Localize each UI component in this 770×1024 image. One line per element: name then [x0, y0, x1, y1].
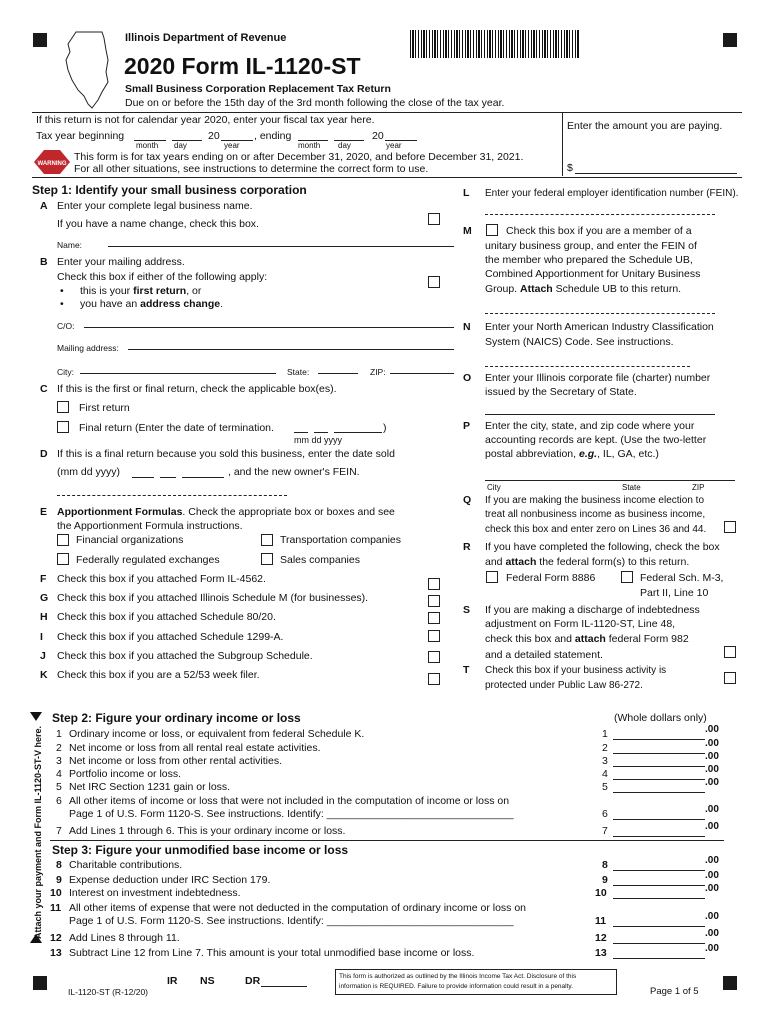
line-d-text: If this is a final return because you sold this business, enter the date sold [57, 448, 395, 460]
state-field[interactable] [318, 373, 358, 374]
line-l-letter: L [463, 187, 470, 199]
line-i-text: Check this box if you attached Schedule 1299-A. [57, 631, 284, 643]
line-a-text: Enter your complete legal business name. [57, 200, 253, 212]
line-description: Net income or loss from all rental real estate activities. [69, 742, 321, 754]
mailing-address-label: Mailing address: [57, 343, 119, 353]
line-c-text: If this is the first or final return, check the applicable box(es). [57, 383, 337, 395]
records-state-caption: State [622, 483, 641, 492]
charter-number-field[interactable] [485, 414, 715, 415]
transportation-checkbox[interactable] [261, 534, 273, 546]
line-o-text-1: Enter your Illinois corporate file (charter) number [485, 372, 711, 384]
schedule-8020-checkbox[interactable] [428, 612, 440, 624]
apportionment-heading: Apportionment Formulas. Check the appropriate box or boxes and see [57, 506, 395, 518]
line-h-text: Check this box if you attached Schedule 80/20. [57, 611, 276, 623]
whole-dollars-note: (Whole dollars only) [614, 712, 707, 724]
sch-m3-checkbox[interactable] [621, 571, 633, 583]
line-number: 5 [56, 781, 62, 793]
amount-field[interactable] [613, 739, 705, 740]
cents-label: .00 [705, 928, 719, 939]
line-description: Charitable contributions. [69, 859, 183, 871]
financial-org-label: Financial organizations [76, 534, 184, 546]
disclaimer-2: information is REQUIRED. Failure to provide information could result in a penalty. [339, 983, 573, 990]
line-number: 4 [56, 768, 62, 780]
line-p-text-3: postal abbreviation, e.g., IL, GA, etc.) [485, 448, 659, 460]
line-m-letter: M [463, 225, 472, 237]
line-number: 11 [50, 902, 62, 914]
cents-label: .00 [705, 870, 719, 881]
line-t-letter: T [463, 664, 470, 676]
form-8886-label: Federal Form 8886 [506, 572, 596, 584]
line-description: Subtract Line 12 from Line 7. This amount is your total unmodified base income or loss. [69, 947, 475, 959]
svg-text:WARNING: WARNING [37, 161, 67, 167]
due-date-note: Due on or before the 15th day of the 3rd month following the close of the tax year. [125, 97, 505, 109]
line-ref-number: 13 [595, 947, 607, 959]
line-k-text: Check this box if you are a 52/53 week filer. [57, 669, 260, 681]
address-change-checkbox[interactable] [428, 276, 440, 288]
financial-org-checkbox[interactable] [57, 534, 69, 546]
fed-exchanges-checkbox[interactable] [57, 553, 69, 565]
sales-companies-label: Sales companies [280, 554, 360, 566]
amount-field[interactable] [613, 898, 705, 899]
date-sold-format: (mm dd yyyy) [57, 466, 120, 478]
bullet-2: • [60, 298, 64, 310]
line-m-text-5: Group. Attach Schedule UB to this return. [485, 283, 682, 295]
line-q-text-3: check this box and enter zero on Lines 36 and 44. [485, 524, 707, 535]
step2-title: Step 2: Figure your ordinary income or loss [52, 711, 301, 725]
line-description: Interest on investment indebtedness. [69, 887, 241, 899]
cents-label: .00 [705, 724, 719, 735]
line-ref-number: 4 [602, 768, 608, 780]
line-r-letter: R [463, 541, 471, 553]
line-q-text-1: If you are making the business income election to [485, 495, 705, 506]
line-m-text-3: the member who prepared the Schedule UB, [485, 254, 693, 266]
business-income-election-checkbox[interactable] [724, 521, 736, 533]
line-s-text-1: If you are making a discharge of indebtedness [485, 604, 700, 616]
ending-label: , ending [254, 130, 292, 142]
corner-mark-br [723, 976, 737, 990]
fein-field[interactable] [485, 214, 715, 215]
line-a-letter: A [40, 200, 48, 212]
cents-label: .00 [705, 855, 719, 866]
discharge-checkbox[interactable] [724, 646, 736, 658]
form-id: IL-1120-ST (R-12/20) [68, 987, 148, 997]
amount-field[interactable] [613, 926, 705, 927]
final-return-checkbox[interactable] [57, 421, 69, 433]
line-p-text-2: accounting records are kept. (Use the two-letter [485, 434, 707, 446]
line-number: 12 [50, 932, 62, 944]
city-label: City: [57, 367, 74, 377]
line-description: All other items of income or loss that were not included in the computation of income or loss on [69, 795, 510, 807]
line-t-text-1: Check this box if your business activity is [485, 665, 667, 676]
department-name: Illinois Department of Revenue [125, 32, 287, 44]
co-label: C/O: [57, 321, 75, 331]
form-8886-checkbox[interactable] [486, 571, 498, 583]
date-sold-mm-field[interactable] [132, 477, 154, 478]
period-note-1: This form is for tax years ending on or after December 31, 2020, and before December 31, 2021. [74, 151, 524, 163]
close-paren: ) [383, 422, 387, 434]
line-ref-number: 12 [595, 932, 607, 944]
cents-label: .00 [705, 883, 719, 894]
amount-field[interactable] [613, 885, 705, 886]
line-number: 9 [56, 874, 62, 886]
new-owner-fein-label: , and the new owner's FEIN. [228, 466, 360, 478]
line-ref-number: 7 [602, 825, 608, 837]
line-description: Expense deduction under IRC Section 179. [69, 874, 271, 886]
name-label: Name: [57, 240, 83, 250]
line-description: All other items of expense that were not deducted in the computation of ordinary income or loss on [69, 902, 527, 914]
line-ref-number: 11 [595, 915, 607, 927]
name-field[interactable] [108, 246, 454, 247]
month-caption-a: month [136, 141, 159, 150]
line-ref-number: 2 [602, 742, 608, 754]
cents-label: .00 [705, 804, 719, 815]
line-number: 13 [50, 947, 62, 959]
warning-icon [34, 150, 70, 174]
cents-label: .00 [705, 751, 719, 762]
line-ref-number: 6 [602, 808, 608, 820]
mailing-address-field[interactable] [128, 349, 454, 350]
first-return-bullet: this is your first return, or [80, 285, 202, 297]
day-caption-a: day [174, 141, 187, 150]
amount-field[interactable] [613, 753, 705, 754]
schedule-m-checkbox[interactable] [428, 595, 440, 607]
cents-label: .00 [705, 764, 719, 775]
line-g-text: Check this box if you attached Illinois Schedule M (for businesses). [57, 592, 369, 604]
apportionment-instructions: the Apportionment Formula instructions. [57, 520, 243, 532]
line-j-text: Check this box if you attached the Subgroup Schedule. [57, 650, 313, 662]
line-r-text-1: If you have completed the following, check the box [485, 541, 720, 553]
step-divider [50, 840, 724, 841]
line-s-text-2: adjustment on Form IL-1120-ST, Line 48, [485, 618, 676, 630]
dr-field[interactable] [261, 986, 307, 987]
line-description: Ordinary income or loss, or equivalent from federal Schedule K. [69, 728, 365, 740]
date-caption: mm dd yyyy [294, 435, 343, 445]
year-caption-b: year [386, 141, 402, 150]
payment-attach-note: Attach your payment and Form IL-1120-ST-V here. [33, 725, 43, 939]
line-s-letter: S [463, 604, 471, 616]
page-number: Page 1 of 5 [650, 986, 699, 997]
address-change-bullet: you have an address change. [80, 298, 224, 310]
cents-label: .00 [705, 738, 719, 749]
line-n-letter: N [463, 321, 471, 333]
zip-label: ZIP: [370, 367, 386, 377]
line-ref-number: 8 [602, 859, 608, 871]
date-sold-yyyy-field[interactable] [182, 477, 224, 478]
line-description: Net IRC Section 1231 gain or loss. [69, 781, 231, 793]
side-arrow-top [30, 712, 42, 721]
line-ref-number: 10 [595, 887, 607, 899]
line-g-letter: G [40, 592, 49, 604]
sch-m3-part: Part II, Line 10 [640, 587, 709, 599]
line-l-text: Enter your federal employer identification number (FEIN). [485, 188, 739, 199]
line-b-letter: B [40, 256, 48, 268]
line-description-cont: Page 1 of U.S. Form 1120-S. See instructions. Identify: ________________________________ [69, 808, 514, 820]
line-ref-number: 9 [602, 874, 608, 886]
schedule-1299a-checkbox[interactable] [428, 630, 440, 642]
termination-yyyy-field[interactable] [334, 432, 382, 433]
line-p-letter: P [463, 420, 471, 432]
amount-field[interactable] [613, 819, 705, 820]
line-description: Portfolio income or loss. [69, 768, 182, 780]
line-number: 2 [56, 742, 62, 754]
year-prefix-b: 20 [372, 130, 384, 142]
amount-field[interactable] [613, 870, 705, 871]
line-i-letter: I [40, 631, 43, 643]
termination-mm-field[interactable] [294, 432, 308, 433]
amount-field[interactable] [613, 792, 705, 793]
ns-label: NS [200, 975, 215, 987]
new-owner-fein-field[interactable] [57, 495, 287, 496]
line-b-text: Enter your mailing address. [57, 256, 185, 268]
step1-title: Step 1: Identify your small business corporation [32, 183, 307, 197]
line-m-text-1: Check this box if you are a member of a [506, 225, 692, 237]
line-m-text-4: Combined Apportionment for Unitary Business [485, 268, 701, 280]
line-m-text-2: unitary business group, and enter the FEIN of [485, 240, 697, 252]
illinois-map-icon [62, 30, 118, 110]
zip-field[interactable] [390, 373, 454, 374]
termination-dd-field[interactable] [314, 432, 328, 433]
line-n-text-2: System (NAICS) Code. See instructions. [485, 336, 674, 348]
line-r-text-2: and attach the federal form(s) to this return. [485, 556, 690, 568]
cents-label: .00 [705, 911, 719, 922]
step3-title: Step 3: Figure your unmodified base income or loss [52, 843, 349, 857]
fiscal-note: If this return is not for calendar year 2020, enter your fiscal tax year here. [36, 114, 375, 126]
month-caption-b: month [298, 141, 321, 150]
first-return-checkbox[interactable] [57, 401, 69, 413]
transportation-label: Transportation companies [280, 534, 402, 546]
line-o-text-2: issued by the Secretary of State. [485, 386, 637, 398]
line-d-letter: D [40, 448, 48, 460]
line-ref-number: 3 [602, 755, 608, 767]
line-ref-number: 1 [602, 728, 608, 740]
corner-mark-tr [723, 33, 737, 47]
amount-field[interactable] [613, 766, 705, 767]
cents-label: .00 [705, 821, 719, 832]
line-f-text: Check this box if you attached Form IL-4562. [57, 573, 266, 585]
unitary-member-checkbox[interactable] [486, 224, 498, 236]
public-law-checkbox[interactable] [724, 672, 736, 684]
il4562-checkbox[interactable] [428, 578, 440, 590]
period-note-2: For all other situations, see instructions to determine the correct form to use. [74, 163, 429, 175]
year-prefix-a: 20 [208, 130, 220, 142]
records-zip-caption: ZIP [692, 483, 705, 492]
subgroup-checkbox[interactable] [428, 651, 440, 663]
naics-field[interactable] [485, 366, 690, 367]
line-o-letter: O [463, 372, 472, 384]
line-number: 7 [56, 825, 62, 837]
line-q-letter: Q [463, 494, 472, 506]
line-t-text-2: protected under Public Law 86-272. [485, 680, 643, 691]
co-field[interactable] [84, 327, 454, 328]
amount-field[interactable] [613, 958, 705, 959]
week-filer-checkbox[interactable] [428, 673, 440, 685]
line-s-text-4: and a detailed statement. [485, 649, 603, 661]
sales-companies-checkbox[interactable] [261, 553, 273, 565]
line-k-letter: K [40, 669, 48, 681]
dollar-sign: $ [567, 162, 573, 174]
fed-exchanges-label: Federally regulated exchanges [76, 554, 220, 566]
line-e-letter: E [40, 506, 48, 518]
state-label: State: [287, 367, 310, 377]
records-city-caption: City [487, 483, 501, 492]
line-number: 1 [56, 728, 62, 740]
dr-label: DR [245, 975, 261, 987]
barcode [410, 30, 580, 58]
line-ref-number: 5 [602, 781, 608, 793]
amount-field[interactable] [613, 779, 705, 780]
date-sold-dd-field[interactable] [160, 477, 176, 478]
line-description: Add Lines 8 through 11. [69, 932, 180, 944]
line-s-text-3: check this box and attach federal Form 982 [485, 633, 689, 645]
sch-m3-label: Federal Sch. M-3, [640, 572, 724, 584]
line-description-cont: Page 1 of U.S. Form 1120-S. See instructions. Identify: ________________________________ [69, 915, 514, 927]
amount-field[interactable] [613, 943, 705, 944]
year-caption-a: year [224, 141, 240, 150]
line-number: 6 [56, 795, 62, 807]
line-number: 8 [56, 859, 62, 871]
line-n-text-1: Enter your North American Industry Classification [485, 321, 714, 333]
side-arrow-bottom [30, 934, 42, 943]
line-description: Add Lines 1 through 6. This is your ordinary income or loss. [69, 825, 346, 837]
line-description: Net income or loss from other rental activities. [69, 755, 282, 767]
line-number: 3 [56, 755, 62, 767]
name-change-label: If you have a name change, check this box. [57, 218, 259, 230]
tax-year-beginning-label: Tax year beginning [36, 130, 125, 142]
address-check-label: Check this box if either of the following apply: [57, 271, 268, 283]
final-return-label: Final return (Enter the date of termination. [79, 422, 274, 434]
form-subtitle: Small Business Corporation Replacement Tax Return [125, 83, 391, 95]
amount-field[interactable] [613, 836, 705, 837]
day-caption-b: day [338, 141, 351, 150]
line-c-letter: C [40, 383, 48, 395]
line-p-text-1: Enter the city, state, and zip code where your [485, 420, 695, 432]
payment-amount-field[interactable] [575, 173, 737, 174]
first-return-label: First return [79, 402, 130, 414]
line-q-text-2: treat all nonbusiness income as business income, [485, 509, 706, 520]
bullet-1: • [60, 285, 64, 297]
ir-label: IR [167, 975, 178, 987]
form-title: 2020 Form IL-1120-ST [124, 53, 361, 79]
unitary-fein-field[interactable] [485, 313, 715, 314]
cents-label: .00 [705, 777, 719, 788]
records-location-field[interactable] [485, 480, 735, 481]
city-field[interactable] [80, 373, 276, 374]
corner-mark-tl [33, 33, 47, 47]
line-h-letter: H [40, 611, 48, 623]
line-j-letter: J [40, 650, 46, 662]
name-change-checkbox[interactable] [428, 213, 440, 225]
disclaimer-1: This form is authorized as outlined by the Illinois Income Tax Act. Disclosure of this [339, 973, 577, 980]
payment-label: Enter the amount you are paying. [567, 120, 723, 132]
line-f-letter: F [40, 573, 47, 585]
line-number: 10 [50, 887, 62, 899]
corner-mark-bl [33, 976, 47, 990]
cents-label: .00 [705, 943, 719, 954]
